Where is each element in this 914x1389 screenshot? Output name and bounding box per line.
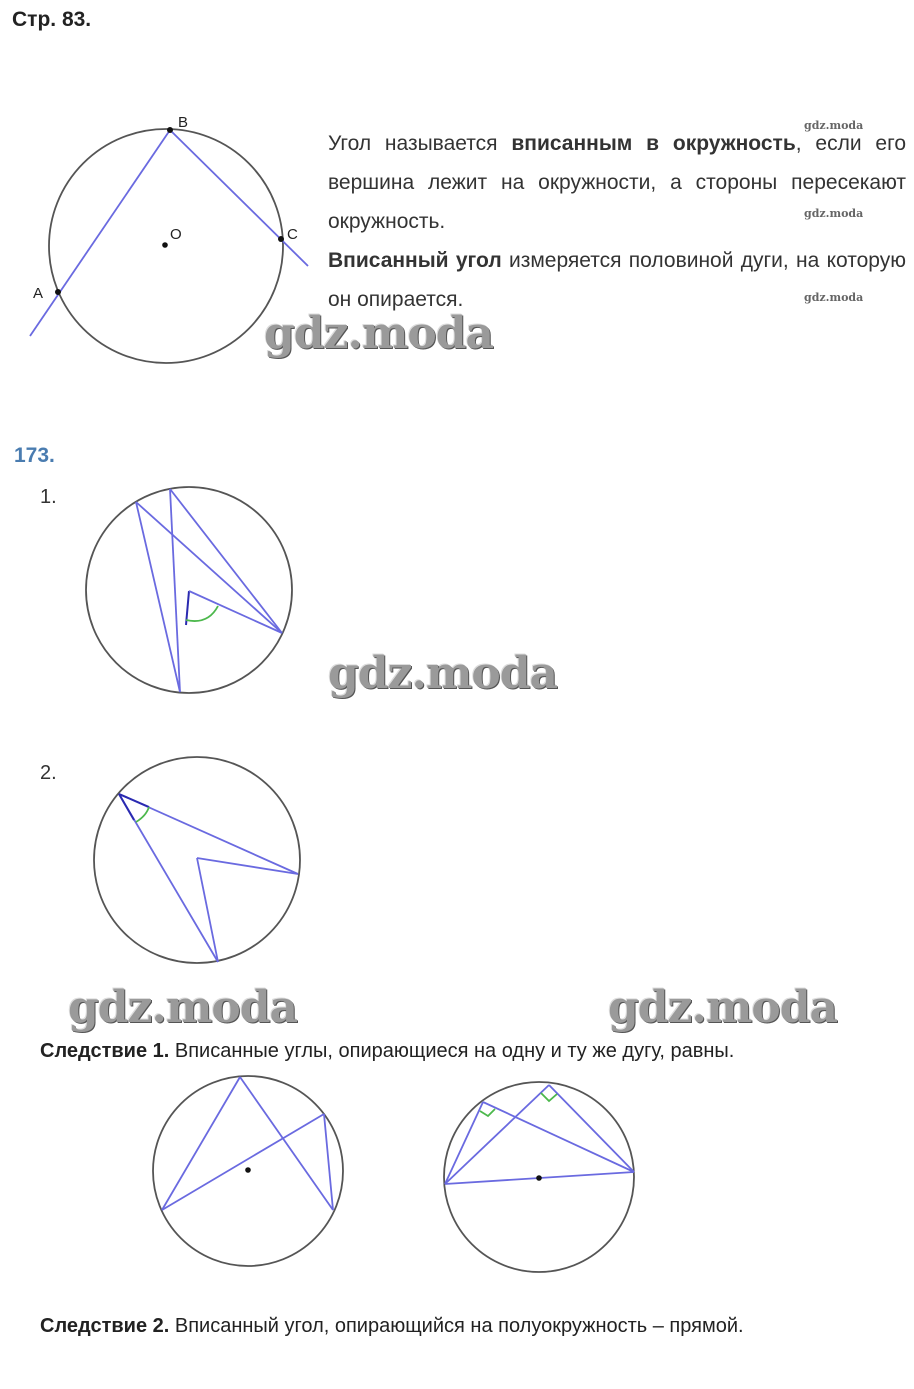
watermark-small: gdz.moda bbox=[804, 119, 864, 132]
right-angle-mark bbox=[480, 1109, 495, 1116]
circle-outline bbox=[444, 1082, 634, 1272]
term-inscribed-angle: Вписанный угол bbox=[328, 249, 502, 272]
watermark-small: gdz.moda bbox=[804, 291, 864, 304]
watermark-large: gdz.moda bbox=[608, 982, 838, 1033]
point-a bbox=[55, 289, 61, 295]
exercise-number: 173. bbox=[14, 444, 55, 467]
watermark-large: gdz.moda bbox=[68, 982, 298, 1033]
point-c bbox=[278, 236, 284, 242]
item-number: 2. bbox=[40, 762, 57, 784]
page-reference: Стр. 83. bbox=[12, 8, 92, 31]
definition-text: Угол называется вписанным в окружность, если его вершина лежит на окружности, а стороны пересекают окружность. Вписанный угол измеряется половиной дуги, на которую он опирается. bbox=[328, 132, 906, 311]
angle-mark bbox=[186, 606, 218, 621]
label-o: O bbox=[170, 226, 182, 243]
watermark-large: gdz.moda bbox=[328, 648, 558, 699]
corollary-1: Следствие 1. Вписанные углы, опирающиеся на одну и ту же дугу, равны. bbox=[40, 1040, 735, 1062]
circle-outline bbox=[49, 129, 283, 363]
term-inscribed: вписанным в окружность bbox=[511, 132, 796, 155]
corollary-1-label: Следствие 1. bbox=[40, 1040, 170, 1062]
watermark-large: gdz.moda bbox=[264, 308, 494, 359]
label-a: A bbox=[33, 285, 44, 302]
corollary-2: Следствие 2. Вписанный угол, опирающийся на полуокружность – прямой. bbox=[40, 1315, 744, 1337]
label-b: B bbox=[178, 114, 189, 131]
point-b bbox=[167, 127, 173, 133]
label-c: C bbox=[287, 226, 298, 243]
center-point bbox=[245, 1167, 251, 1173]
side-ba bbox=[30, 130, 170, 336]
circle-outline bbox=[94, 757, 300, 963]
circle-outline bbox=[153, 1076, 343, 1266]
corollary-2-label: Следствие 2. bbox=[40, 1315, 170, 1337]
angle-mark bbox=[136, 807, 149, 822]
side-bc bbox=[170, 130, 308, 266]
circle-outline bbox=[86, 487, 292, 693]
center-point bbox=[536, 1175, 542, 1181]
right-angle-mark bbox=[541, 1093, 557, 1101]
watermark-small: gdz.moda bbox=[804, 207, 864, 220]
item-number: 1. bbox=[40, 486, 57, 508]
center-point bbox=[162, 242, 168, 248]
